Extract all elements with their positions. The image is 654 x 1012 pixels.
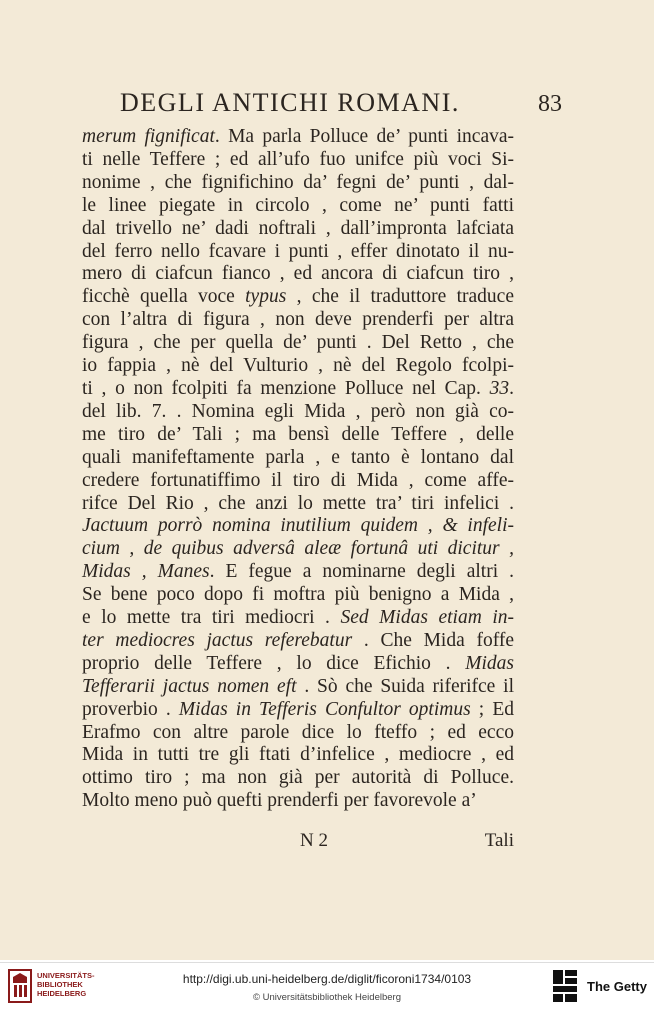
permalink-url[interactable]: http://digi.ub.uni-heidelberg.de/diglit/ficoroni1734/0103: [182, 972, 472, 986]
viewer-footer-bar: [0, 962, 654, 1012]
text-line: [82, 630, 514, 653]
text-line: [82, 447, 514, 470]
text-segment: dal trivello ne’ dadi noftrali , dall’impronta lafciata: [82, 217, 514, 239]
signature-mark: N 2: [300, 830, 328, 851]
italic-segment: Tefferarii jactus nomen eft: [82, 675, 297, 697]
text-segment: ; Ed: [470, 698, 514, 720]
text-segment: .: [509, 377, 514, 399]
text-line: [82, 172, 514, 195]
text-line: [82, 355, 514, 378]
text-line: [82, 515, 514, 538]
text-segment: . Sò che Suida riferifce il: [296, 675, 514, 697]
getty-logo-icon[interactable]: [553, 970, 577, 1002]
text-line: [82, 744, 514, 767]
text-line: [82, 332, 514, 355]
text-segment: . Che Mida foffe: [352, 629, 515, 651]
text-segment: mero di ciafcun fianco , ed ancora di ciafcun tiro ,: [82, 263, 514, 285]
italic-segment: Sed Midas etiam in-: [340, 607, 514, 629]
text-line: [82, 767, 514, 790]
text-segment: e lo mette tra tiri mediocri .: [82, 607, 341, 629]
text-line: [82, 218, 514, 241]
text-line: [82, 561, 514, 584]
text-line: [82, 676, 514, 699]
italic-segment: Midas , Manes: [82, 561, 210, 583]
text-line: [82, 790, 514, 813]
text-line: [82, 263, 514, 286]
body-text: [82, 126, 514, 813]
text-segment: ti nelle Teffere ; ed all’ufo fuo unifce più voci Si-: [82, 148, 514, 170]
italic-segment: typus: [245, 286, 287, 308]
institution-line: BIBLIOTHEK: [37, 980, 83, 989]
text-segment: nonime , che fignifichino da’ fegni de’ punti , dal-: [82, 171, 514, 193]
text-segment: proverbio .: [82, 698, 179, 720]
text-segment: ottimo tiro ; ma non già per autorità di Polluce.: [82, 767, 514, 789]
text-line: [82, 309, 514, 332]
text-line: [82, 126, 514, 149]
italic-segment: Midas in Tefferis Confultor optimus: [178, 698, 471, 720]
text-line: [82, 424, 514, 447]
page-number: 83: [538, 91, 562, 117]
italic-segment: ter mediocres jactus referebatur: [82, 629, 353, 651]
text-segment: Mida in tutti tre gli ftati d’infelice , mediocre , ed: [82, 744, 514, 766]
italic-segment: merum fignificat: [82, 126, 215, 147]
italic-segment: Midas: [465, 652, 514, 674]
text-line: [82, 722, 514, 745]
text-segment: figura , che per quella de’ punti . Del Retto , che: [82, 332, 514, 354]
text-line: [82, 195, 514, 218]
text-segment: . Ma parla Polluce de’ punti incava-: [214, 126, 514, 147]
italic-segment: Jactuum porrò nomina inutilium quidem , & infeli-: [82, 515, 514, 537]
text-segment: io fappia , nè del Vulturio , nè del Regolo fcolpi-: [82, 355, 514, 377]
text-line: [82, 493, 514, 516]
italic-segment: 33: [489, 377, 510, 399]
text-line: [82, 538, 514, 561]
text-line: [82, 401, 514, 424]
institution-line: HEIDELBERG: [37, 989, 87, 998]
text-segment: credere fortunatiffimo il tiro di Mida , come affe-: [82, 469, 514, 491]
copyright-notice: © Universitätsbibliothek Heidelberg: [253, 992, 401, 1003]
institution-line: UNIVERSITÄTS-: [37, 971, 95, 980]
text-segment: quali manifeftamente parla , e tanto è lontano dal: [82, 446, 514, 468]
text-segment: con l’altra di figura , non deve prenderfi per altra: [82, 309, 514, 331]
catchword: Tali: [484, 830, 514, 851]
text-line: [82, 286, 514, 309]
text-segment: Se bene poco dopo fi moftra più benigno a Mida ,: [82, 584, 514, 606]
italic-segment: cium , de quibus adversâ aleæ fortunâ uti dicitur ,: [82, 538, 514, 560]
text-segment: proprio delle Teffere , lo dice Efichio .: [82, 652, 466, 674]
text-segment: Erafmo con altre parole dice lo fteffo ; ed ecco: [82, 721, 514, 743]
text-line: [82, 653, 514, 676]
text-segment: ficchè quella voce: [82, 286, 246, 308]
text-segment: del ferro nello fcavare i punti , effer dinotato il nu-: [82, 240, 514, 262]
text-line: [82, 699, 514, 722]
text-segment: Molto meno può quefti prenderfi per favorevole a’: [82, 790, 477, 812]
text-segment: rifce Del Rio , che anzi lo mette tra’ tiri infelici .: [82, 492, 514, 514]
text-line: [82, 241, 514, 264]
text-segment: . E fegue a nominarne degli altri .: [209, 561, 514, 583]
text-line: [82, 584, 514, 607]
text-segment: me tiro de’ Tali ; ma bensì delle Teffere , delle: [82, 423, 514, 445]
text-line: [82, 470, 514, 493]
running-title: DEGLI ANTICHI ROMANI.: [120, 88, 460, 117]
text-line: [82, 607, 514, 630]
text-line: [82, 378, 514, 401]
text-segment: , che il traduttore traduce: [286, 286, 514, 308]
text-segment: del lib. 7. . Nomina egli Mida , però non già co-: [82, 400, 514, 422]
text-line: [82, 149, 514, 172]
running-head: [120, 88, 562, 118]
text-segment: ti , o non fcolpiti fa menzione Polluce nel Cap.: [82, 377, 490, 399]
text-segment: le linee piegate in circolo , come ne’ punti fatti: [82, 194, 514, 216]
partner-name: The Getty: [587, 979, 647, 994]
